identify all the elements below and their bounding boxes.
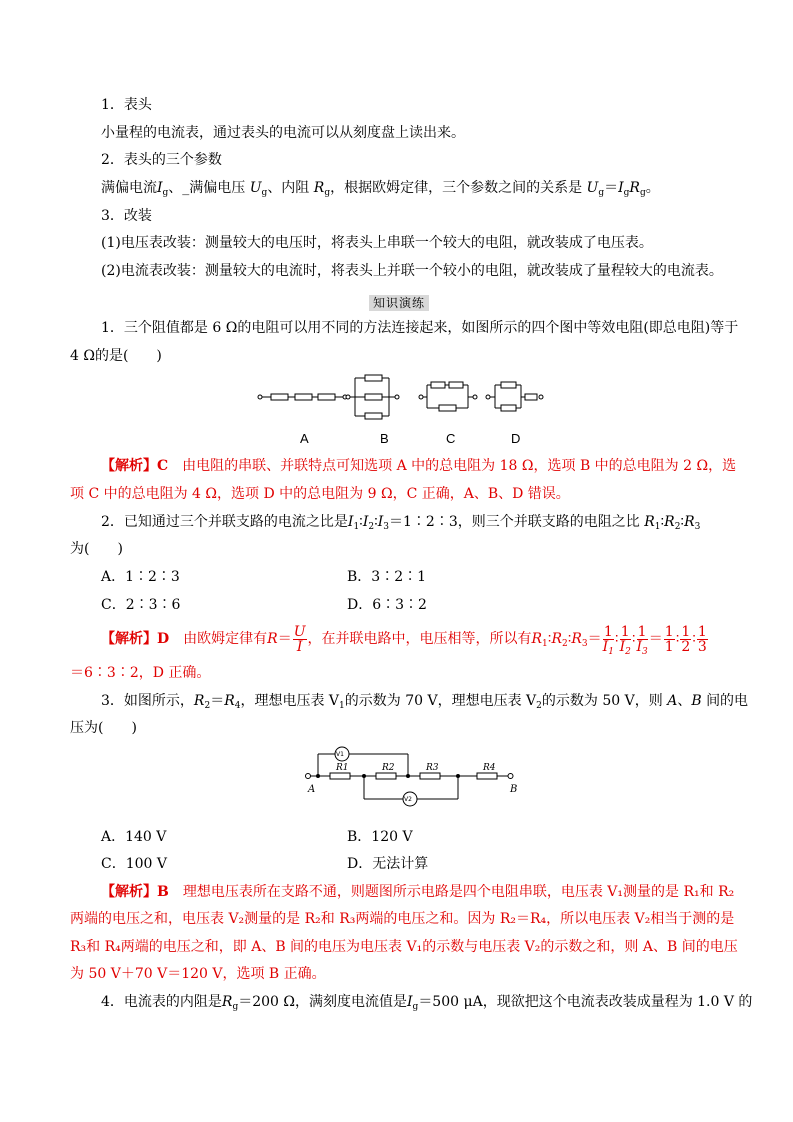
- q3-answer-line1: 【解析】B 理想电压表所在支路不通，则题图所示电路是四个电阻串联，电压表 V₁测量的是 R₁和 R₂: [101, 884, 735, 900]
- circuit-label-c: C: [446, 431, 456, 446]
- q1-answer-line2: 项 C 中的总电阻为 4 Ω，选项 D 中的总电阻为 9 Ω，C 正确，A、B、D 错误。: [70, 486, 570, 502]
- p3-b: (2)电流表改装：测量较大的电流时，将表头上并联一个较小的电阻，就改装成了量程较大的电流表。: [101, 263, 723, 279]
- p3-a: (1)电压表改装：测量较大的电压时，将表头上串联一个较大的电阻，就改装成了电压表。: [101, 235, 653, 251]
- q3-option-b[interactable]: B．120 V: [347, 829, 413, 845]
- q1-line1: 1．三个阻值都是 6 Ω的电阻可以用不同的方法连接起来，如图所示的四个图中等效电阻(即总电阻)等于: [101, 320, 739, 336]
- section-title: 知识演练: [369, 295, 429, 311]
- q3-option-c[interactable]: C．100 V: [101, 856, 167, 872]
- q3-line2: 压为( ): [70, 720, 137, 736]
- q2-option-a[interactable]: A．1∶2∶3: [101, 569, 180, 585]
- fig-label-b: B: [510, 784, 518, 795]
- q3-line1: 3．如图所示，$R_2=R_4$，理想电压表 $V_1$的示数为 70 V，理想电压表 $V_2$的示数为 50 V，则 A、B 间的电: [101, 693, 749, 711]
- q3-answer-line3: R₃和 R₄两端的电压之和，即 A、B 间的电压为电压表 V₁的示数与电压表 V₂的示数之和，则 A、B 间的电压: [70, 939, 738, 955]
- q3-answer-line2: 两端的电压之和，电压表 V₂测量的是 R₂和 R₃两端的电压之和。因为 R₂＝R₄，所以电压表 V₂相当于测的是: [70, 911, 735, 927]
- p2-text: 满偏电流$I_g$、_满偏电压 $U_g$、内阻 $R_g$，根据欧姆定律，三个参数之间的关系是 $U_g=I_gR_g$。: [101, 180, 660, 198]
- q3-option-d[interactable]: D．无法计算: [347, 856, 429, 872]
- q1-circuits-figure: [255, 370, 540, 420]
- q2-answer-line1: 【解析】D 由欧姆定律有R＝ $\frac{U}{I}$ ，在并联电路中，电压相等，所以有$R_1∶R_2∶R_3=$ $\frac{1}{I_1}$ ∶ $\frac{1}{I_2}$ ∶ $\frac{1}{I_3}$ ＝ $\frac{1}{1}$ ∶ $\frac{1}{2}$ ∶ $\frac{1}{3}$: [101, 623, 707, 657]
- q3-circuit-figure: [300, 744, 525, 804]
- circuit-label-b: B: [380, 431, 389, 446]
- circuit-label-a: A: [300, 431, 309, 446]
- fig-label-r3: R3: [426, 763, 439, 773]
- q2-option-b[interactable]: B．3∶2∶1: [347, 569, 427, 585]
- q1-line2: 4 Ω的是( ): [70, 348, 162, 364]
- q2-option-d[interactable]: D．6∶3∶2: [347, 597, 427, 613]
- q2-answer-line2: ＝6∶3∶2，D 正确。: [70, 665, 211, 681]
- q4-line1: 4．电流表的内阻是$R_g=200$ Ω，满刻度电流值是$I_g=500$ μA，现欲把这个电流表改装成量程为 1.0 V 的: [101, 994, 753, 1012]
- answer-tag: 【解析】C: [101, 458, 169, 474]
- q1-answer-line1: 【解析】C 由电阻的串联、并联特点可知选项 A 中的总电阻为 18 Ω，选项 B 中的总电阻为 2 Ω，选: [101, 458, 737, 474]
- circuit-c: [419, 382, 477, 411]
- p1-text: 小量程的电流表，通过表头的电流可以从刻度盘上读出来。: [101, 125, 465, 141]
- fig-label-r1: R1: [336, 763, 349, 773]
- q2-line1: 2．已知通过三个并联支路的电流之比是$I_1∶I_2∶I_3=1∶2∶3$，则三个并联支路的电阻之比 $R_1∶R_2∶R_3$: [101, 514, 701, 532]
- circuit-a: [258, 394, 347, 400]
- fig-label-a: A: [308, 784, 316, 795]
- circuit-b: [346, 375, 399, 419]
- fig-label-r4: R4: [483, 763, 496, 773]
- fig-label-v2: V2: [404, 796, 412, 803]
- q2-line2: 为( ): [70, 541, 123, 557]
- p1-title: 1．表头: [101, 97, 152, 113]
- circuit-label-d: D: [511, 431, 521, 446]
- fig-label-r2: R2: [382, 763, 395, 773]
- q3-option-a[interactable]: A．140 V: [101, 829, 167, 845]
- q2-option-c[interactable]: C．2∶3∶6: [101, 597, 181, 613]
- p2-title: 2．表头的三个参数: [101, 152, 222, 168]
- p3-title: 3．改装: [101, 208, 152, 224]
- q3-answer-line4: 为 50 V＋70 V＝120 V，选项 B 正确。: [70, 966, 326, 982]
- fig-label-v1: V1: [336, 751, 344, 758]
- circuit-d: [486, 382, 543, 411]
